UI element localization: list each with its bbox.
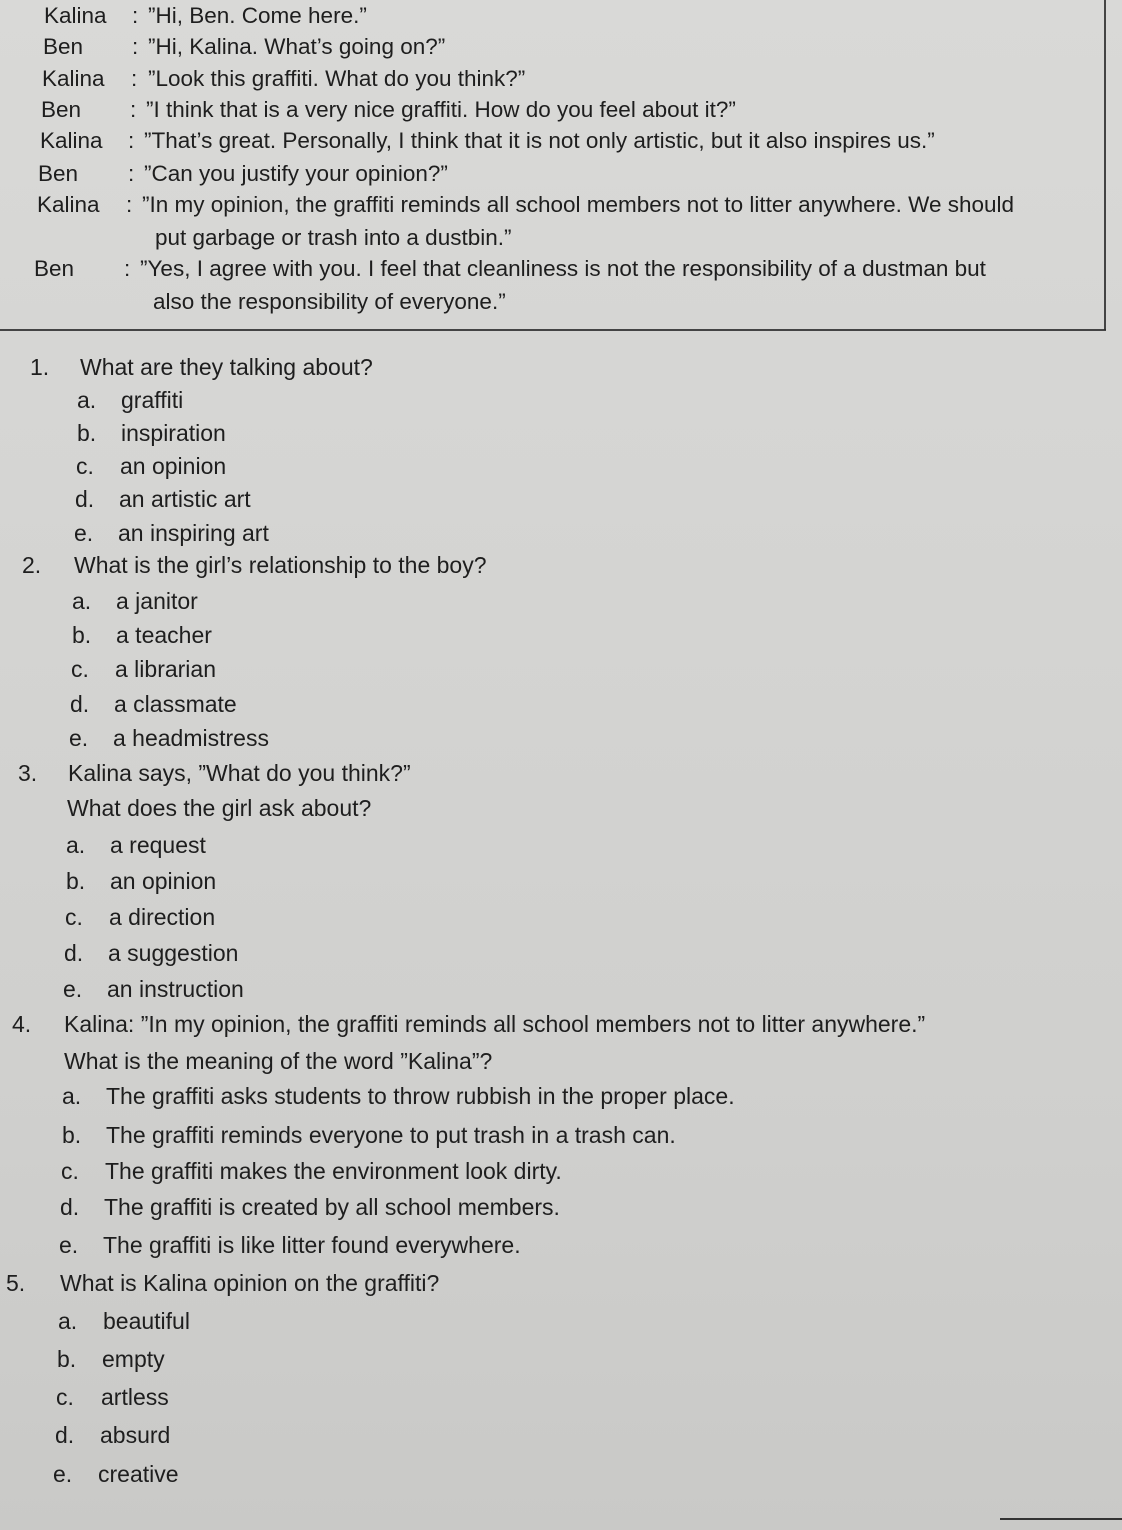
speaker-name: Kalina — [42, 66, 105, 91]
option-letter: c. — [65, 904, 83, 930]
answer-option[interactable] — [65, 903, 216, 931]
answer-option[interactable] — [53, 1460, 179, 1488]
answer-option[interactable] — [62, 1082, 735, 1110]
answer-option[interactable] — [58, 1307, 190, 1335]
answer-option[interactable] — [75, 485, 251, 513]
question-number: 2. — [22, 552, 42, 578]
option-text: an opinion — [120, 453, 227, 479]
speech-text: ”Look this graffiti. What do you think?” — [148, 66, 526, 91]
option-text: empty — [102, 1346, 165, 1372]
speaker-name: Ben — [38, 161, 79, 186]
option-text: The graffiti reminds everyone to put trash in a trash can. — [106, 1122, 676, 1148]
answer-option[interactable] — [66, 831, 206, 859]
option-text: graffiti — [121, 387, 184, 413]
colon: : — [131, 66, 138, 91]
answer-option[interactable] — [60, 1193, 560, 1221]
answer-option[interactable] — [71, 655, 216, 683]
option-text: a classmate — [114, 691, 237, 717]
option-text: The graffiti makes the environment look dirty. — [105, 1158, 562, 1184]
option-letter: d. — [75, 486, 95, 512]
option-text: a librarian — [115, 656, 216, 682]
option-letter: d. — [55, 1422, 75, 1448]
option-text: The graffiti asks students to throw rubbish in the proper place. — [106, 1083, 735, 1109]
question-number: 1. — [30, 354, 50, 380]
option-text: an artistic art — [119, 486, 251, 512]
question-text-line-2: What is the meaning of the word ”Kalina”? — [64, 1048, 493, 1074]
answer-option[interactable] — [57, 1345, 165, 1373]
speech-text: ”I think that is a very nice graffiti. How do you feel about it?” — [146, 97, 736, 122]
option-letter: b. — [62, 1122, 82, 1148]
option-letter: a. — [66, 832, 86, 858]
option-text: inspiration — [121, 420, 226, 446]
question-stem — [6, 1269, 440, 1297]
option-letter: b. — [77, 420, 97, 446]
question-stem — [12, 1010, 926, 1038]
speech-text: ”Hi, Kalina. What’s going on?” — [148, 34, 446, 59]
speaker-name: Ben — [34, 256, 75, 281]
option-text: The graffiti is created by all school members. — [104, 1194, 560, 1220]
answer-option[interactable] — [61, 1157, 562, 1185]
page-bottom-rule — [1000, 1518, 1122, 1520]
option-letter: e. — [69, 725, 89, 751]
option-letter: a. — [77, 387, 97, 413]
answer-option[interactable] — [70, 690, 237, 718]
option-letter: a. — [58, 1308, 78, 1334]
colon: : — [132, 3, 139, 28]
answer-option[interactable] — [55, 1421, 171, 1449]
speech-text: ”That’s great. Personally, I think that it is not only artistic, but it also inspires us.” — [144, 128, 935, 153]
option-text: absurd — [100, 1422, 171, 1448]
option-text: a headmistress — [113, 725, 269, 751]
option-text: a teacher — [116, 622, 212, 648]
speech-text-continuation: also the responsibility of everyone.” — [153, 289, 506, 314]
question-stem — [22, 551, 487, 579]
answer-option[interactable] — [74, 519, 269, 547]
option-letter: d. — [64, 940, 84, 966]
option-text: artless — [101, 1384, 169, 1410]
question-number: 3. — [18, 760, 38, 786]
option-letter: e. — [53, 1461, 73, 1487]
dialogue-box-right-border — [1104, 0, 1106, 330]
answer-option[interactable] — [76, 452, 227, 480]
colon: : — [128, 128, 135, 153]
colon: : — [124, 256, 131, 281]
speaker-name: Kalina — [37, 192, 100, 217]
option-letter: d. — [60, 1194, 80, 1220]
option-letter: e. — [63, 976, 83, 1002]
speaker-name: Kalina — [40, 128, 103, 153]
option-text: an instruction — [107, 976, 244, 1002]
question-text: What is the girl’s relationship to the boy? — [74, 552, 487, 578]
question-text: Kalina says, ”What do you think?” — [68, 760, 411, 786]
speech-text-continuation: put garbage or trash into a dustbin.” — [155, 225, 512, 250]
option-letter: e. — [59, 1232, 79, 1258]
question-number: 4. — [12, 1011, 32, 1037]
answer-option[interactable] — [72, 587, 198, 615]
option-letter: a. — [62, 1083, 82, 1109]
question-text: What is Kalina opinion on the graffiti? — [60, 1270, 440, 1296]
answer-option[interactable] — [66, 867, 217, 895]
question-stem — [30, 353, 373, 381]
option-text: creative — [98, 1461, 179, 1487]
colon: : — [130, 97, 137, 122]
answer-option[interactable] — [64, 939, 239, 967]
speaker-name: Ben — [41, 97, 82, 122]
answer-option[interactable] — [62, 1121, 676, 1149]
option-text: beautiful — [103, 1308, 190, 1334]
dialogue-box-bottom-border — [0, 329, 1106, 331]
speaker-name: Kalina — [44, 3, 107, 28]
answer-option[interactable] — [63, 975, 244, 1003]
answer-option[interactable] — [77, 386, 184, 414]
question-stem — [18, 759, 411, 787]
answer-option[interactable] — [72, 621, 212, 649]
speech-text: ”Can you justify your opinion?” — [144, 161, 448, 186]
colon: : — [126, 192, 133, 217]
option-letter: c. — [76, 453, 94, 479]
option-letter: c. — [71, 656, 89, 682]
question-number: 5. — [6, 1270, 26, 1296]
answer-option[interactable] — [56, 1383, 169, 1411]
option-letter: b. — [57, 1346, 77, 1372]
question-text: Kalina: ”In my opinion, the graffiti reminds all school members not to litter anywhere.” — [64, 1011, 926, 1037]
option-text: The graffiti is like litter found everywhere. — [103, 1232, 521, 1258]
question-text: What are they talking about? — [80, 354, 373, 380]
question-text-line-2: What does the girl ask about? — [67, 795, 372, 821]
speech-text: ”Yes, I agree with you. I feel that cleanliness is not the responsibility of a dustman but — [140, 256, 986, 281]
option-letter: c. — [56, 1384, 74, 1410]
speaker-name: Ben — [43, 34, 84, 59]
option-text: an opinion — [110, 868, 217, 894]
option-letter: a. — [72, 588, 92, 614]
option-letter: d. — [70, 691, 90, 717]
option-text: a janitor — [116, 588, 198, 614]
answer-option[interactable] — [59, 1231, 521, 1259]
option-letter: b. — [66, 868, 86, 894]
option-text: a suggestion — [108, 940, 239, 966]
colon: : — [132, 34, 139, 59]
option-letter: c. — [61, 1158, 79, 1184]
option-text: an inspiring art — [118, 520, 269, 546]
answer-option[interactable] — [69, 724, 269, 752]
speech-text: ”In my opinion, the graffiti reminds all school members not to litter anywhere. We should — [142, 192, 1015, 217]
answer-option[interactable] — [77, 419, 226, 447]
option-letter: e. — [74, 520, 94, 546]
colon: : — [128, 161, 135, 186]
option-letter: b. — [72, 622, 92, 648]
speech-text: ”Hi, Ben. Come here.” — [148, 3, 367, 28]
option-text: a direction — [109, 904, 216, 930]
option-text: a request — [110, 832, 206, 858]
